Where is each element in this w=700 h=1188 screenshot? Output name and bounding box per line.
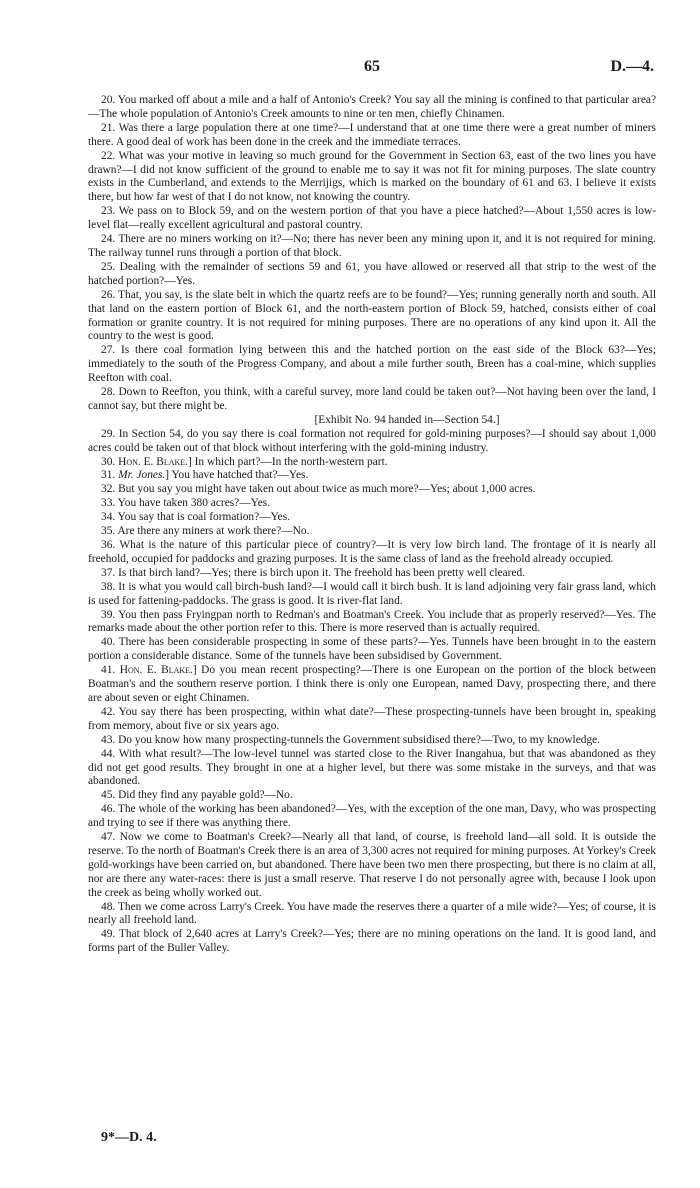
- paragraph-q34: 34. You say that is coal formation?—Yes.: [101, 511, 290, 524]
- paragraph-q27: 27. Is there coal formation lying between this and the hatched portion on the east side of the Block 63?—Yes; immediately to the south of the Progress Company, and about a mile further south, Breen has a coal-mine, which supplies Reefton with coal.: [88, 344, 656, 385]
- question-text: ] In which part?—In the north-western part.: [188, 455, 388, 468]
- page-number: 65: [364, 58, 380, 75]
- paragraph-q47: 47. Now we come to Boatman's Creek?—Nearly all that land, of course, is freehold land—all sold. It is outside the reserve. To the north of Boatman's Creek there is an area of 3,300 acres not required for mining purposes. At Yorkey's Creek gold-workings have been carried on, but abandoned. There have been two men there prospecting, but there is no claim at all, nor are there any water-races: there is just a small reserve. That reserve I do not personally agree with, because I look upon the creek as being wholly worked out.: [88, 831, 656, 899]
- question-text: ] You have hatched that?—Yes.: [165, 469, 309, 482]
- paragraph-q26: 26. That, you say, is the slate belt in which the quartz reefs are to be found?—Yes; running generally north and south. All that land on the eastern portion of Block 61, and the north-eastern portion of Block 59, hatched, consists either of coal formation or granite country. It is not required for mining purposes. There are no operations of any kind upon it. All the country to the west is good.: [88, 288, 656, 343]
- paragraph-q20: 20. You marked off about a mile and a half of Antonio's Creek? You say all the mining is confined to that particular area?—The whole population of Antonio's Creek amounts to nine or ten men, chiefly Chinamen.: [88, 94, 656, 120]
- paragraph-q36: 36. What is the nature of this particular piece of country?—It is very low birch land. The frontage of it is nearly all freehold, occupied for paddocks and grazing purposes. It is the same class of land as the freehold already occupied.: [88, 539, 656, 565]
- paragraph-q49: 49. That block of 2,640 acres at Larry's Creek?—Yes; there are no mining operations on the land. It is good land, and forms part of the Buller Valley.: [88, 928, 656, 955]
- paragraph-q38: 38. It is what you would call birch-bush land?—I would call it birch bush. It is land adjoining very fair grass land, which is used for fattening-paddocks. The grass is good. It is river-flat land.: [88, 580, 656, 607]
- speaker-name: Hon. E. Blake.: [118, 455, 188, 468]
- paragraph-q46: 46. The whole of the working has been abandoned?—Yes, with the exception of the one man, Davy, who was prospecting and trying to see if there was anything there.: [88, 803, 656, 830]
- paragraph-q24: 24. There are no miners working on it?—No; there has never been any mining upon it, and it is not required for mining. The railway tunnel runs through a portion of that block.: [88, 233, 656, 259]
- paragraph-q22: 22. What was your motive in leaving so much ground for the Government in Section 63, east of the two lines you have drawn?—I did not know sufficient of the ground to enable me to say it was not fit for mining purposes. The slate country exists in the Cumberland, and extends to the Merrijigs, which is marked on the boundary of 61 and 63. I believe it exists there, but how far west of that I do not know, not knowing the country.: [88, 149, 656, 204]
- exhibit-note: [Exhibit No. 94 handed in—Section 54.]: [314, 413, 500, 426]
- paragraph-q30: [88, 456, 656, 470]
- paragraph-q25: 25. Dealing with the remainder of sections 59 and 61, you have allowed or reserved all that strip to the west of the hatched portion?—Yes.: [88, 260, 656, 287]
- footer-signature: 9*—D. 4.: [101, 1130, 157, 1145]
- document-code: D.—4.: [610, 58, 654, 75]
- speaker-name: Mr. Jones.: [118, 469, 166, 482]
- page-header: [88, 58, 656, 82]
- paragraph-q31: [88, 469, 656, 483]
- paragraph-q41: [88, 664, 656, 706]
- paragraph-q32: 32. But you say you might have taken out about twice as much more?—Yes; about 1,000 acres.: [101, 483, 536, 496]
- question-text: ] Do you mean recent prospecting?—There is one European on the portion of the block between Boatman's and the southern reserve portion. I think there is only one European, named Davy, prospecting there, and there are about seven or eight Chinamen.: [88, 664, 656, 704]
- paragraph-q37: 37. Is that birch land?—Yes; there is birch upon it. The freehold has been pretty well cleared.: [101, 566, 526, 579]
- paragraph-q43: 43. Do you know how many prospecting-tunnels the Government subsidised there?—Two, to my knowledge.: [101, 733, 601, 746]
- testimony-body: [88, 94, 656, 956]
- speaker-name: Hon. E. Blake.: [119, 664, 193, 677]
- paragraph-q35: 35. Are there any miners at work there?—No.: [101, 525, 310, 538]
- paragraph-q44: 44. With what result?—The low-level tunnel was started close to the River Inangahua, but that was abandoned as they did not get good results. They brought in one at a higher level, but there was some mistake in the surveys, and that was abandoned.: [88, 747, 656, 788]
- question-number: 30.: [101, 455, 119, 468]
- question-number: 31.: [101, 469, 119, 482]
- paragraph-q21: 21. Was there a large population there at one time?—I understand that at one time there were a great number of miners there. A good deal of work has been done in the creek and the immediate terraces.: [88, 121, 656, 148]
- paragraph-q28: 28. Down to Reefton, you think, with a careful survey, more land could be taken out?—Not having been over the land, I cannot say, but there might be.: [88, 386, 656, 412]
- paragraph-q45: 45. Did they find any payable gold?—No.: [101, 789, 293, 802]
- paragraph-q40: 40. There has been considerable prospecting in some of these parts?—Yes. Tunnels have been brought in to the eastern portion a considerable distance. Some of the tunnels have been subsidised by Government.: [88, 636, 656, 663]
- paragraph-q48: 48. Then we come across Larry's Creek. You have made the reserves there a quarter of a mile wide?—Yes; of course, it is nearly all freehold land.: [88, 900, 656, 927]
- question-number: 41.: [101, 664, 120, 677]
- paragraph-q29: 29. In Section 54, do you say there is coal formation not required for gold-mining purposes?—I should say about 1,000 acres could be taken out of that block without interfering with the gold-mining industry.: [88, 427, 656, 454]
- paragraph-q33: 33. You have taken 380 acres?—Yes.: [101, 497, 271, 510]
- paragraph-q39: 39. You then pass Fryingpan north to Redman's and Boatman's Creek. You include that as properly reserved?—Yes. The remarks made about the other portion refer to this. There is more reserved than is actually required.: [88, 608, 656, 635]
- paragraph-q23: 23. We pass on to Block 59, and on the western portion of that you have a piece hatched?—About 1,550 acres is low-level flat—really excellent agricultural and pastoral country.: [88, 205, 656, 232]
- paragraph-q42: 42. You say there has been prospecting, within what date?—These prospecting-tunnels have been brought in, speaking from memory, about five or six years ago.: [88, 705, 656, 732]
